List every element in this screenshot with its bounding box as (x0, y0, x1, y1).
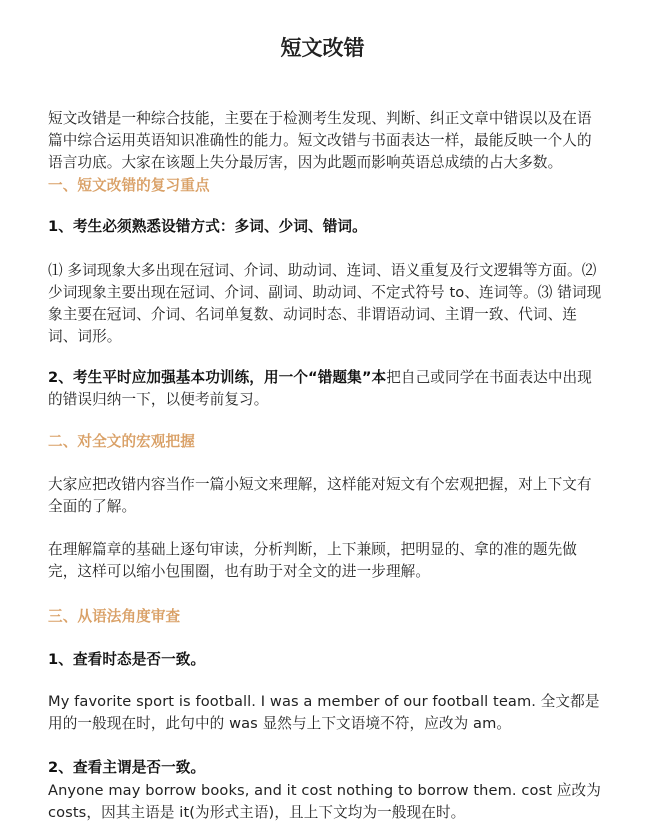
paragraph: ⑴ 多词现象大多出现在冠词、介词、助动词、连词、语义重复及行文逻辑等方面。⑵ 少词现象主要出现在冠词、介词、副词、助动词、不定式符号 to、连词等。⑶ 错词现象主要在冠词、介词、名词单复数、动词时态、非谓语动词、主谓一致、代词、连词、词形。 (48, 262, 602, 345)
paragraph: Anyone may borrow books, and it cost nothing to borrow them. cost 应改为 costs，因其主语是 it(为形式主语)，且上下文均为一般现在时。 (48, 782, 601, 821)
point-heading: 1、考生必须熟悉设错方式：多词、少词、错词。 (48, 218, 367, 235)
paragraph (48, 367, 604, 411)
paragraph: 大家应把改错内容当作一篇小短文来理解，这样能对短文有个宏观把握，对上下文有全面的了解。 (48, 476, 592, 515)
intro-paragraph: 短文改错是一种综合技能，主要在于检测考生发现、判断、纠正文章中错误以及在语篇中综合运用英语知识准确性的能力。短文改错与书面表达一样，最能反映一个人的语言功底。大家在该题上失分最厉害，因为此题而影响英语总成绩的占大多数。 (48, 110, 592, 171)
point-heading: 2、查看主谓是否一致。 (48, 759, 206, 776)
paragraph: My favorite sport is football. I was a member of our football team. 全文都是用的一般现在时，此句中的 was 显然与上下文语境不符，应改为 am。 (48, 693, 600, 732)
section-heading-1: 一、短文改错的复习重点 (48, 177, 210, 194)
text: 把自己或同学在书面表达中出现的错误归纳一下，以便考前复习。 (48, 369, 592, 408)
paragraph: 在理解篇章的基础上逐句审读，分析判断，上下兼顾，把明显的、拿的准的题先做完，这样可以缩小包围圈，也有助于对全文的进一步理解。 (48, 541, 577, 580)
page-title: 短文改错 (280, 36, 365, 60)
bold-text: 2、考生平时应加强基本功训练，用一个“错题集”本 (48, 369, 387, 386)
section-heading-2: 二、对全文的宏观把握 (48, 433, 195, 450)
point-heading: 1、查看时态是否一致。 (48, 651, 206, 668)
section-heading-3: 三、从语法角度审查 (48, 608, 181, 625)
